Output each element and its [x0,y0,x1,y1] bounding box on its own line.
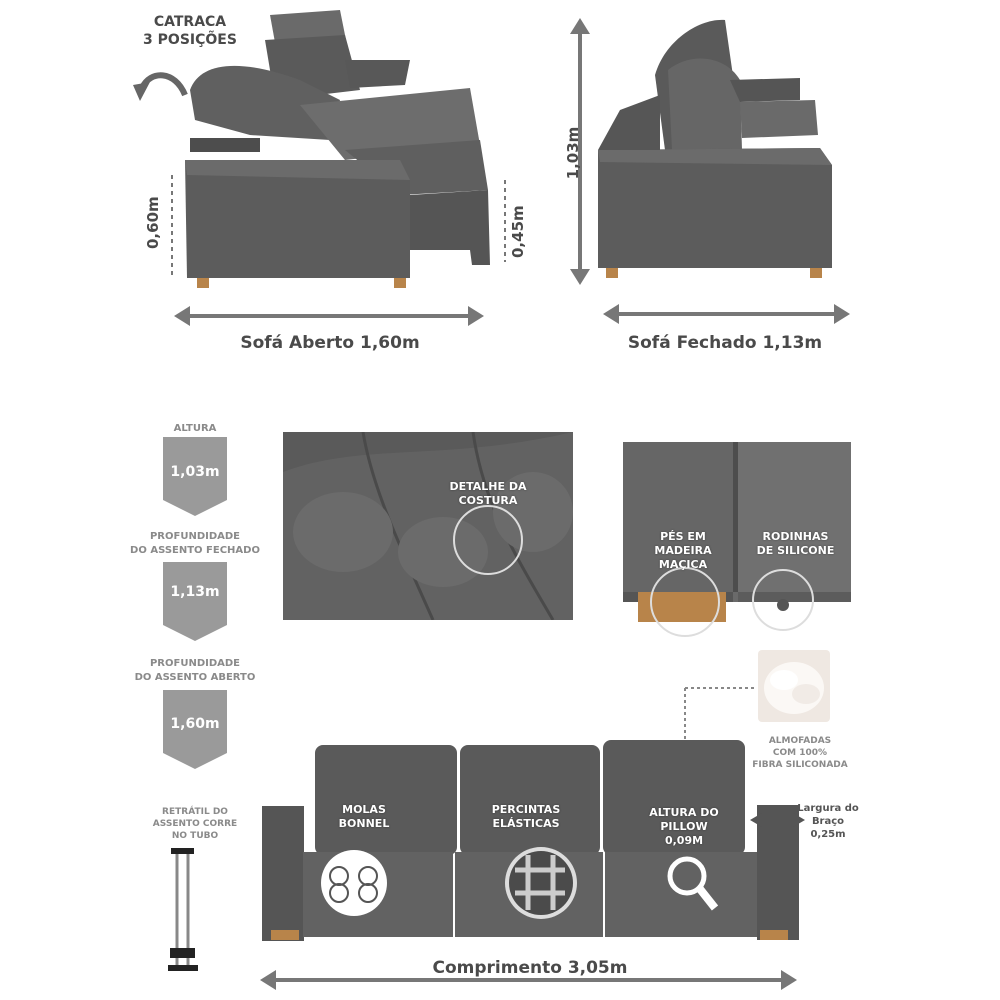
almofadas-line-2: COM 100% [772,748,828,758]
braco-line-2: Braço [811,816,845,827]
almofadas-line-1: ALMOFADAS [768,736,832,746]
pillow-line-3: 0,09M [664,834,704,847]
prof-fechado-value: 1,13m [170,584,220,600]
costura-line-1: DETALHE DA [449,480,527,493]
costura-line-2: COSTURA [458,494,518,507]
total-height-label: 1,03m [564,126,582,180]
prof-aberto-title-2: DO ASSENTO ABERTO [134,672,256,683]
back-height-label: 0,60m [144,196,162,249]
braco-line-3: 0,25m [810,829,846,840]
altura-value: 1,03m [170,464,220,480]
percintas-line-2: ELÁSTICAS [492,817,560,830]
catraca-line-2: 3 POSIÇÕES [143,32,237,48]
pillow-line-1: ALTURA DO [649,806,719,819]
prof-fechado-title-2: DO ASSENTO FECHADO [130,545,260,556]
pillow-line-2: PILLOW [660,820,708,833]
molas-line-1: MOLAS [342,803,386,816]
closed-width-label: Sofá Fechado 1,13m [627,333,823,353]
rodinhas-line-2: DE SILICONE [756,544,835,557]
retratil-line-3: NO TUBO [171,831,219,841]
percintas-line-1: PERCINTAS [491,803,561,816]
molas-line-2: BONNEL [338,817,390,830]
braco-line-1: Largura do [797,803,859,814]
prof-aberto-title-1: PROFUNDIDADE [149,658,241,669]
catraca-line-1: CATRACA [153,14,227,30]
prof-aberto-value: 1,60m [170,716,220,732]
almofadas-line-3: FIBRA SILICONADA [752,760,848,770]
prof-fechado-title-1: PROFUNDIDADE [149,531,241,542]
rodinhas-line-1: RODINHAS [762,530,829,543]
altura-title: ALTURA [173,423,217,434]
seat-height-label: 0,45m [509,205,527,258]
molas-label [324,803,404,831]
braco-label [795,802,861,841]
pes-line-3: MAÇICA [658,558,708,571]
retratil-line-2: ASSENTO CORRE [152,819,238,829]
percintas-label [476,803,576,831]
pes-line-1: PÉS EM [660,530,706,543]
pillow-label [634,806,734,848]
open-width-label: Sofá Aberto 1,60m [240,333,420,353]
comprimento-label: Comprimento 3,05m [432,958,628,978]
retratil-line-1: RETRÁTIL DO [162,807,228,817]
pes-line-2: MADEIRA [654,544,712,557]
